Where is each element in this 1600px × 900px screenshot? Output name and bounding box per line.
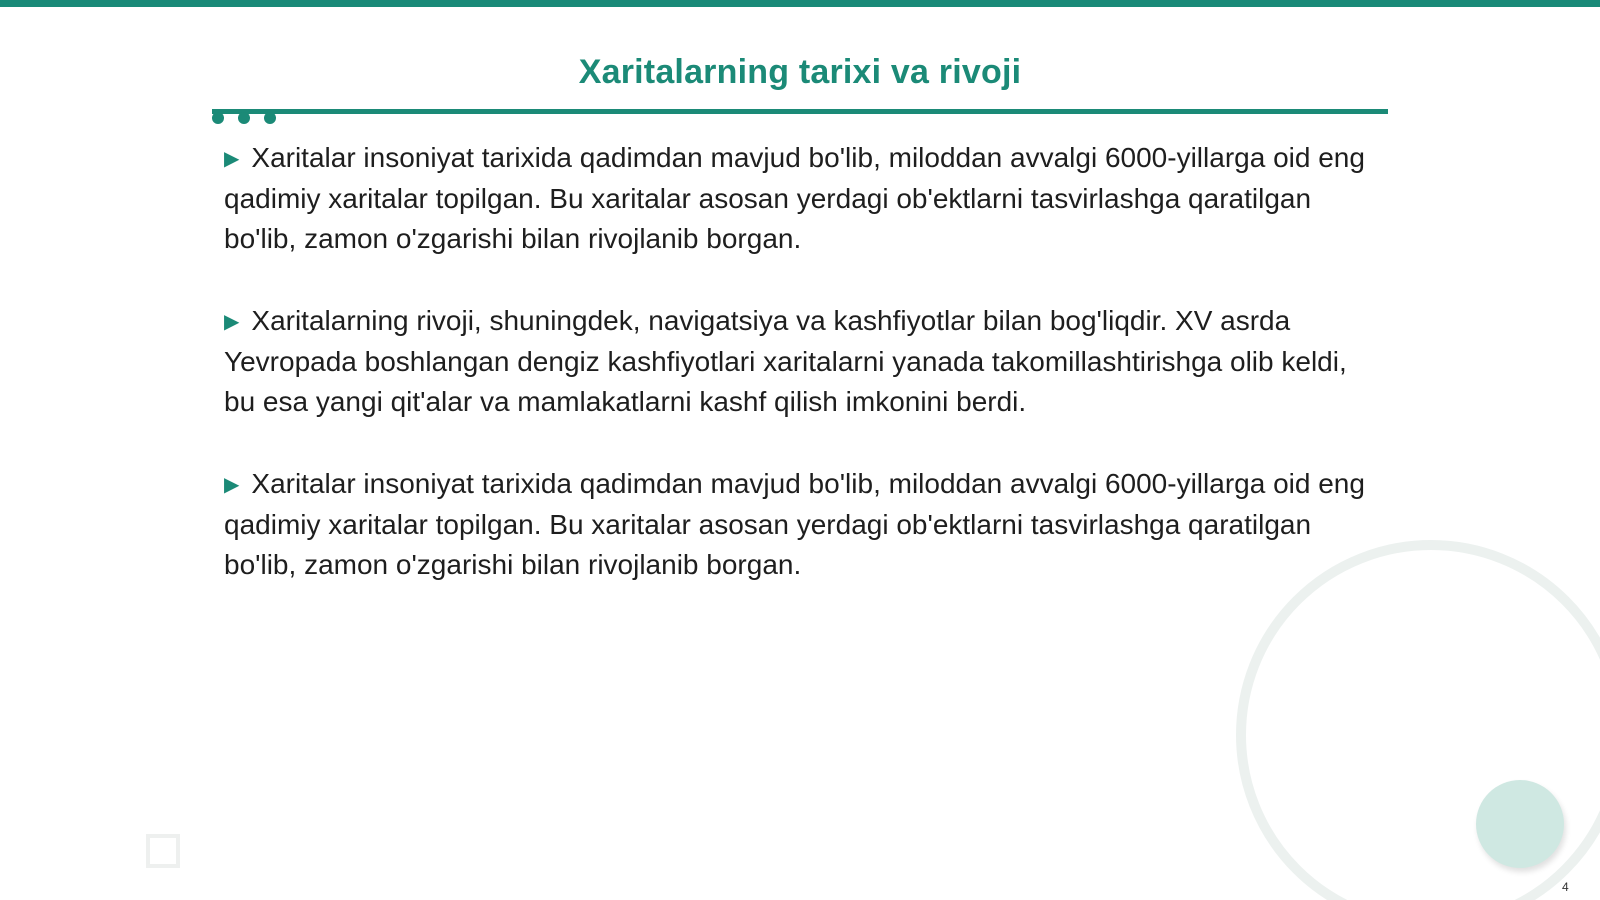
bullet-text: Xaritalar insoniyat tarixida qadimdan mavjud bo'lib, miloddan avvalgi 6000-yillarga oid eng qadimiy xaritalar topilgan. Bu xaritalar asosan yerdagi ob'ektlarni tasvirlashga qaratilgan bo'lib, zamon o'zgarishi bilan rivojlanib borgan. bbox=[224, 142, 1365, 254]
decorative-circle bbox=[1476, 780, 1564, 868]
bullet-text: Xaritalar insoniyat tarixida qadimdan mavjud bo'lib, miloddan avvalgi 6000-yillarga oid eng qadimiy xaritalar topilgan. Bu xaritalar asosan yerdagi ob'ektlarni tasvirlashga qaratilgan bo'lib, zamon o'zgarishi bilan rivojlanib borgan. bbox=[224, 468, 1365, 580]
bullet-item bbox=[224, 138, 1384, 259]
bullet-item bbox=[224, 464, 1384, 585]
dot bbox=[264, 112, 276, 124]
triangle-bullet-icon: ▶ bbox=[224, 148, 240, 170]
triangle-bullet-icon: ▶ bbox=[224, 474, 240, 496]
dot bbox=[238, 112, 250, 124]
top-accent-bar bbox=[0, 0, 1600, 7]
title-underline bbox=[212, 109, 1388, 114]
dot bbox=[212, 112, 224, 124]
decorative-square bbox=[146, 834, 180, 868]
decorative-dots bbox=[212, 112, 282, 126]
bullet-text: Xaritalarning rivoji, shuningdek, navigatsiya va kashfiyotlar bilan bog'liqdir. XV asrda Yevropada boshlangan dengiz kashfiyotlari xaritalarni yanada takomillashtirishga olib keldi, bu esa yangi qit'alar va mamlakatlarni kashf qilish imkonini berdi. bbox=[224, 305, 1347, 417]
bullet-item bbox=[224, 301, 1384, 422]
bullet-list bbox=[224, 138, 1384, 627]
slide-title: Xaritalarning tarixi va rivoji bbox=[578, 53, 1022, 91]
page-number: 4 bbox=[1562, 880, 1569, 894]
triangle-bullet-icon: ▶ bbox=[224, 311, 240, 333]
